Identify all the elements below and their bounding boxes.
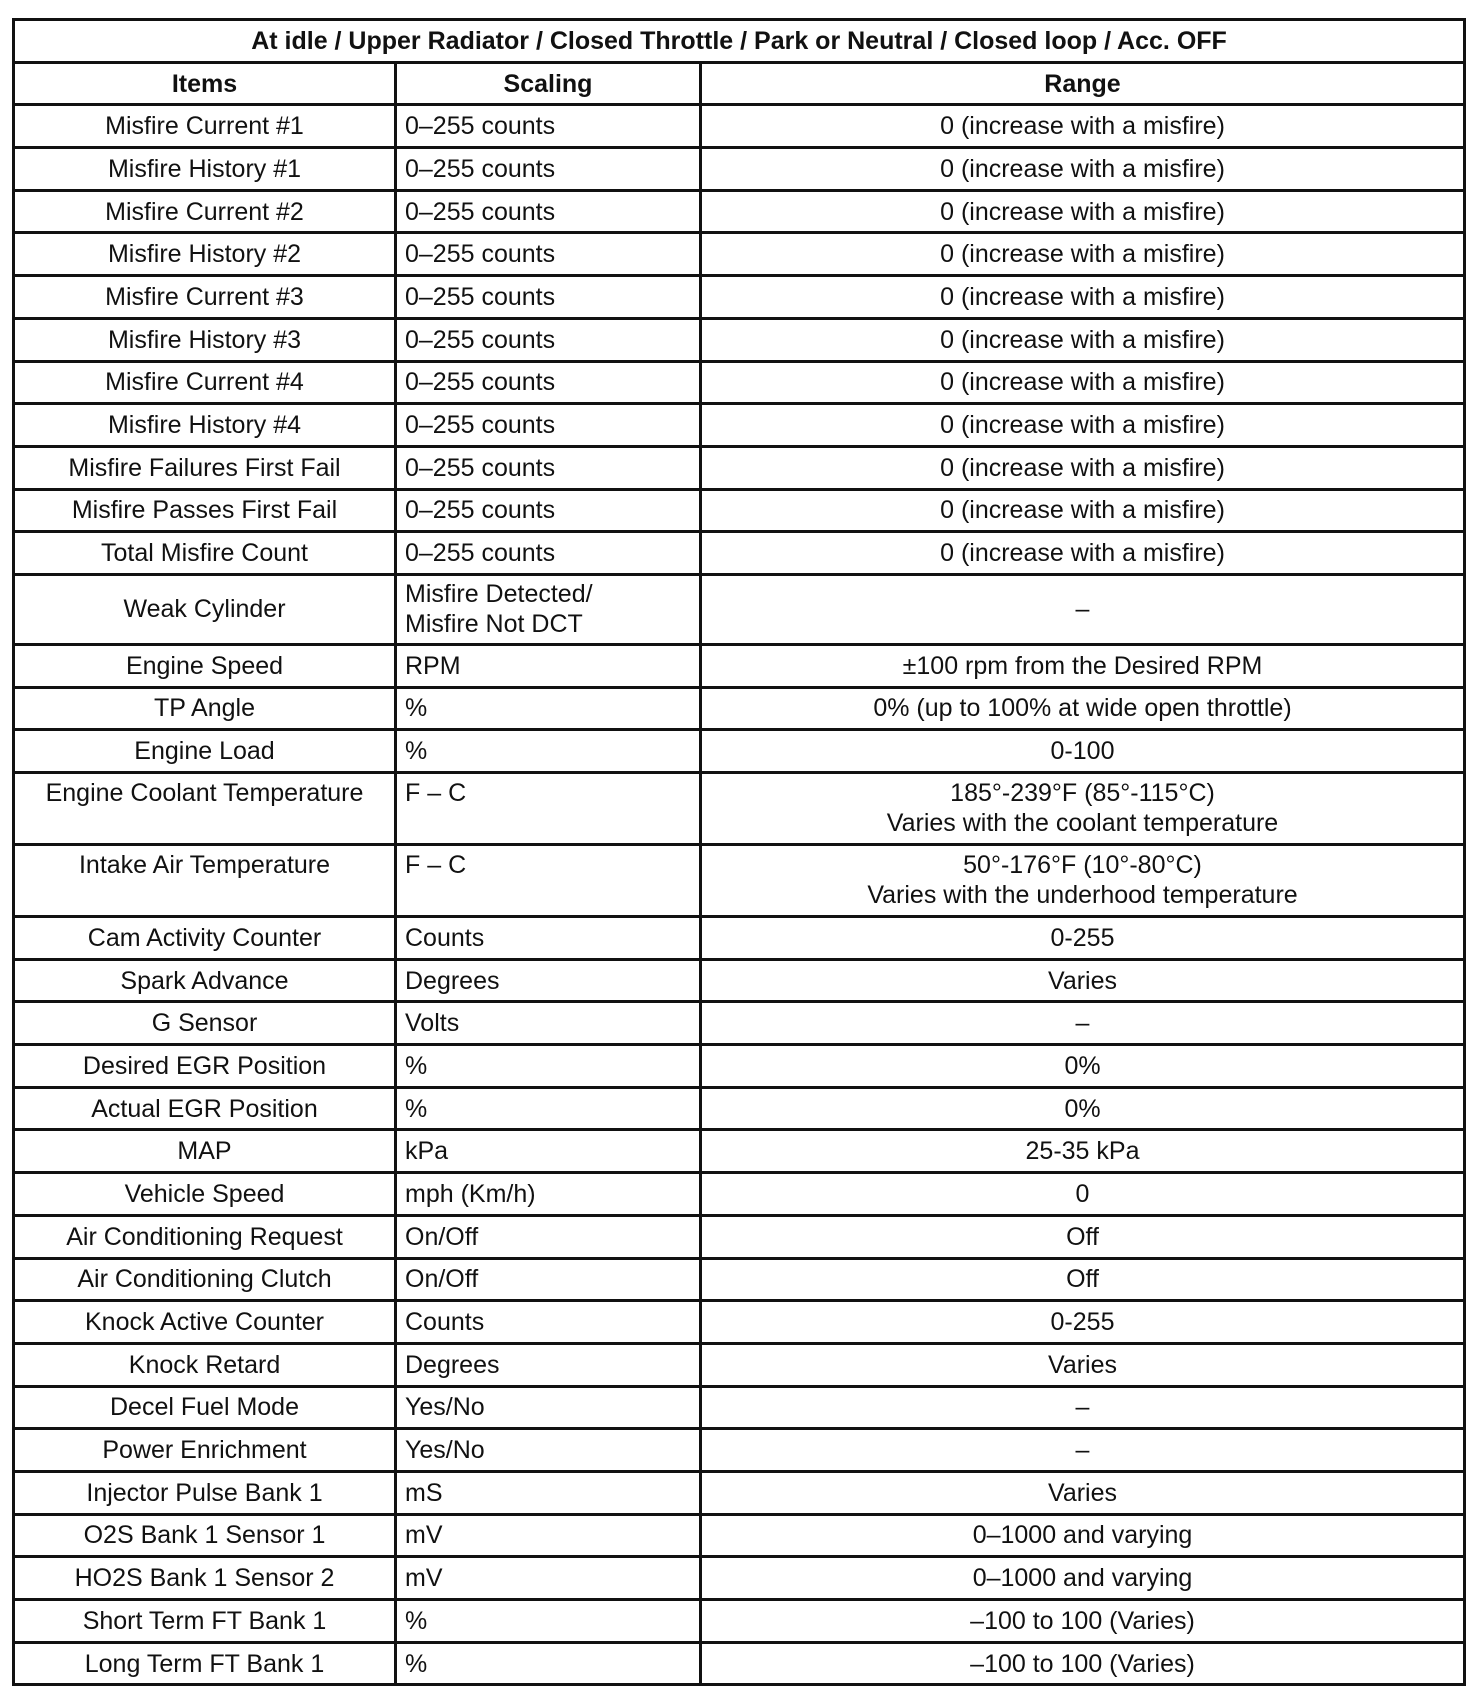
scaling-cell (396, 773, 701, 845)
header-scaling: Scaling (396, 62, 701, 105)
item-cell: Misfire Failures First Fail (14, 446, 396, 489)
range-cell (701, 1002, 1465, 1045)
table-row (14, 446, 1465, 489)
range-cell (701, 489, 1465, 532)
range-cell (701, 446, 1465, 489)
table-title-row (14, 20, 1465, 63)
range-text: 0 (increase with a misfire) (940, 112, 1225, 141)
scaling-text: 0–255 counts (405, 368, 556, 397)
table-row (14, 1130, 1465, 1173)
range-cell (701, 361, 1465, 404)
range-cell (701, 574, 1465, 644)
table-row (14, 1173, 1465, 1216)
range-text: –100 to 100 (Varies) (970, 1606, 1195, 1635)
range-cell (701, 917, 1465, 960)
scaling-cell (396, 845, 701, 917)
item-cell: O2S Bank 1 Sensor 1 (14, 1514, 396, 1557)
scaling-cell (396, 446, 701, 489)
item-cell: Actual EGR Position (14, 1087, 396, 1130)
scaling-text: 0–255 counts (405, 411, 556, 440)
scaling-cell (396, 276, 701, 319)
item-cell: Misfire Passes First Fail (14, 489, 396, 532)
scaling-text: F – C (405, 851, 467, 879)
scaling-text: Volts (405, 1009, 460, 1038)
range-cell (701, 1600, 1465, 1643)
table-body (14, 105, 1465, 1685)
table-row (14, 1557, 1465, 1600)
scaling-cell (396, 1301, 701, 1344)
scaling-cell (396, 1045, 701, 1088)
scaling-cell (396, 532, 701, 575)
range-text: 0–1000 and varying (972, 1521, 1193, 1550)
range-cell (701, 276, 1465, 319)
range-text: 0 (increase with a misfire) (940, 368, 1225, 397)
scaling-text: Misfire Detected/ (405, 580, 593, 609)
range-text: – (1075, 1393, 1090, 1422)
range-cell (701, 1130, 1465, 1173)
range-text: 0% (up to 100% at wide open throttle) (873, 694, 1292, 723)
scaling-cell (396, 318, 701, 361)
table-row (14, 190, 1465, 233)
range-text: 0 (increase with a misfire) (940, 282, 1225, 311)
table-row (14, 1258, 1465, 1301)
item-cell: Engine Load (14, 730, 396, 773)
scaling-cell (396, 233, 701, 276)
header-range: Range (701, 62, 1465, 105)
scaling-text: 0–255 counts (405, 453, 556, 482)
item-cell: G Sensor (14, 1002, 396, 1045)
item-cell: Misfire Current #1 (14, 105, 396, 148)
range-cell (701, 730, 1465, 773)
scaling-text: 0–255 counts (405, 282, 556, 311)
header-items: Items (14, 62, 396, 105)
scaling-text: Yes/No (405, 1393, 485, 1422)
table-row (14, 1215, 1465, 1258)
item-cell: Misfire History #2 (14, 233, 396, 276)
range-cell (701, 1514, 1465, 1557)
scaling-text: mS (405, 1478, 443, 1507)
item-cell: Injector Pulse Bank 1 (14, 1471, 396, 1514)
scaling-cell (396, 1429, 701, 1472)
table-row (14, 1087, 1465, 1130)
item-cell: Weak Cylinder (14, 574, 396, 644)
item-cell: Spark Advance (14, 959, 396, 1002)
item-cell: Long Term FT Bank 1 (14, 1642, 396, 1685)
range-cell (701, 687, 1465, 730)
scaling-text: % (405, 1051, 428, 1080)
range-cell (701, 532, 1465, 575)
range-text: 0% (1064, 1051, 1101, 1080)
item-cell: TP Angle (14, 687, 396, 730)
range-cell (701, 404, 1465, 447)
scaling-cell (396, 489, 701, 532)
scaling-text: mph (Km/h) (405, 1179, 536, 1208)
item-cell: Desired EGR Position (14, 1045, 396, 1088)
table-row (14, 361, 1465, 404)
scaling-text: mV (405, 1521, 443, 1550)
range-text: 0 (increase with a misfire) (940, 325, 1225, 354)
item-cell: Air Conditioning Clutch (14, 1258, 396, 1301)
scaling-text: % (405, 737, 428, 766)
scaling-cell (396, 1600, 701, 1643)
scaling-cell (396, 1642, 701, 1685)
scaling-text: 0–255 counts (405, 240, 556, 269)
scaling-cell (396, 1002, 701, 1045)
scaling-cell (396, 1557, 701, 1600)
range-cell (701, 1045, 1465, 1088)
scaling-cell (396, 190, 701, 233)
range-cell (701, 644, 1465, 687)
scaling-cell (396, 959, 701, 1002)
table-row (14, 1301, 1465, 1344)
table-row (14, 276, 1465, 319)
table-row (14, 1429, 1465, 1472)
scaling-text: F – C (405, 779, 467, 807)
item-cell: Misfire Current #2 (14, 190, 396, 233)
item-cell: HO2S Bank 1 Sensor 2 (14, 1557, 396, 1600)
scaling-text: Counts (405, 1308, 485, 1337)
scaling-text: 0–255 counts (405, 112, 556, 141)
scaling-cell (396, 361, 701, 404)
range-cell (701, 773, 1465, 845)
range-text: 50°-176°F (10°-80°C) (963, 851, 1202, 879)
item-cell: Misfire History #1 (14, 148, 396, 191)
scaling-cell (396, 148, 701, 191)
scaling-text: Misfire Not DCT (405, 610, 583, 639)
table-row (14, 1642, 1465, 1685)
range-cell (701, 1173, 1465, 1216)
scaling-text: Degrees (405, 966, 500, 995)
table-row (14, 773, 1465, 845)
range-text: Varies (1048, 1350, 1118, 1379)
range-text: – (1075, 1436, 1090, 1465)
range-text: 25-35 kPa (1025, 1137, 1140, 1166)
table-row (14, 532, 1465, 575)
range-text: 0-255 (1050, 1308, 1115, 1337)
scaling-cell (396, 1258, 701, 1301)
table-row (14, 644, 1465, 687)
table-row (14, 1002, 1465, 1045)
range-text: Off (1066, 1222, 1099, 1251)
range-text: – (1075, 595, 1090, 624)
scaling-cell (396, 1386, 701, 1429)
range-text: Varies (1048, 1478, 1118, 1507)
scaling-cell (396, 1514, 701, 1557)
item-cell: Short Term FT Bank 1 (14, 1600, 396, 1643)
range-text: Varies (1048, 966, 1118, 995)
scaling-cell (396, 1471, 701, 1514)
range-text: – (1075, 1009, 1090, 1038)
range-text: 185°-239°F (85°-115°C) (950, 779, 1215, 807)
scaling-text: 0–255 counts (405, 154, 556, 183)
table-row (14, 489, 1465, 532)
item-cell: Misfire Current #4 (14, 361, 396, 404)
table-header-row (14, 62, 1465, 105)
table-title: At idle / Upper Radiator / Closed Throttle / Park or Neutral / Closed loop / Acc. OFF (14, 20, 1465, 63)
range-cell (701, 1471, 1465, 1514)
range-cell (701, 318, 1465, 361)
table-row (14, 730, 1465, 773)
scaling-text: Counts (405, 923, 485, 952)
item-cell: Power Enrichment (14, 1429, 396, 1472)
item-cell: MAP (14, 1130, 396, 1173)
range-text: 0% (1064, 1094, 1101, 1123)
scaling-text: On/Off (405, 1222, 479, 1251)
scaling-text: Yes/No (405, 1436, 485, 1465)
range-cell (701, 1557, 1465, 1600)
item-cell: Decel Fuel Mode (14, 1386, 396, 1429)
scaling-text: On/Off (405, 1265, 479, 1294)
item-cell: Knock Active Counter (14, 1301, 396, 1344)
scaling-cell (396, 404, 701, 447)
table-row (14, 233, 1465, 276)
range-text: 0 (increase with a misfire) (940, 539, 1225, 568)
scaling-cell (396, 1130, 701, 1173)
range-cell (701, 845, 1465, 917)
range-cell (701, 233, 1465, 276)
item-cell: Misfire Current #3 (14, 276, 396, 319)
scaling-text: mV (405, 1564, 443, 1593)
range-text: 0 (1075, 1179, 1090, 1208)
item-cell: Misfire History #4 (14, 404, 396, 447)
range-text: –100 to 100 (Varies) (970, 1649, 1195, 1678)
range-text: Varies with the coolant temperature (886, 809, 1279, 837)
range-text: 0-255 (1050, 923, 1115, 952)
range-text: 0 (increase with a misfire) (940, 197, 1225, 226)
table-row (14, 687, 1465, 730)
range-text: ±100 rpm from the Desired RPM (902, 651, 1263, 680)
item-cell: Vehicle Speed (14, 1173, 396, 1216)
scaling-cell (396, 1343, 701, 1386)
table-row (14, 1386, 1465, 1429)
scaling-cell (396, 1215, 701, 1258)
range-text: 0 (increase with a misfire) (940, 154, 1225, 183)
item-cell: Misfire History #3 (14, 318, 396, 361)
scaling-text: RPM (405, 651, 461, 680)
scaling-text: Degrees (405, 1350, 500, 1379)
table-row (14, 1514, 1465, 1557)
range-cell (701, 190, 1465, 233)
scaling-text: % (405, 1606, 428, 1635)
scaling-cell (396, 1087, 701, 1130)
range-cell (701, 1215, 1465, 1258)
scaling-cell (396, 917, 701, 960)
range-cell (701, 1343, 1465, 1386)
table-row (14, 1600, 1465, 1643)
range-cell (701, 1087, 1465, 1130)
scaling-text: 0–255 counts (405, 539, 556, 568)
range-cell (701, 1301, 1465, 1344)
item-cell: Total Misfire Count (14, 532, 396, 575)
range-text: 0–1000 and varying (972, 1564, 1193, 1593)
table-row (14, 318, 1465, 361)
range-cell (701, 1642, 1465, 1685)
item-cell: Air Conditioning Request (14, 1215, 396, 1258)
scaling-text: 0–255 counts (405, 197, 556, 226)
range-cell (701, 105, 1465, 148)
scaling-cell (396, 574, 701, 644)
table-row (14, 845, 1465, 917)
scaling-cell (396, 1173, 701, 1216)
scaling-cell (396, 687, 701, 730)
table-row (14, 1471, 1465, 1514)
range-cell (701, 959, 1465, 1002)
table-row (14, 959, 1465, 1002)
range-text: 0 (increase with a misfire) (940, 496, 1225, 525)
item-cell: Engine Coolant Temperature (14, 773, 396, 845)
range-text: 0 (increase with a misfire) (940, 453, 1225, 482)
scaling-text: kPa (405, 1137, 449, 1166)
range-text: 0 (increase with a misfire) (940, 411, 1225, 440)
range-text: 0 (increase with a misfire) (940, 240, 1225, 269)
scaling-text: 0–255 counts (405, 325, 556, 354)
table-row (14, 917, 1465, 960)
scaling-text: % (405, 1094, 428, 1123)
table-row (14, 1045, 1465, 1088)
range-cell (701, 1386, 1465, 1429)
scaling-text: % (405, 1649, 428, 1678)
range-cell (701, 1429, 1465, 1472)
table-row (14, 1343, 1465, 1386)
range-text: Varies with the underhood temperature (867, 881, 1298, 909)
item-cell: Engine Speed (14, 644, 396, 687)
item-cell: Knock Retard (14, 1343, 396, 1386)
scaling-text: 0–255 counts (405, 496, 556, 525)
table-row (14, 404, 1465, 447)
item-cell: Intake Air Temperature (14, 845, 396, 917)
scaling-cell (396, 644, 701, 687)
table-row (14, 148, 1465, 191)
item-cell: Cam Activity Counter (14, 917, 396, 960)
range-text: Off (1066, 1265, 1099, 1294)
scaling-cell (396, 730, 701, 773)
scaling-text: % (405, 694, 428, 723)
table-row (14, 105, 1465, 148)
scaling-cell (396, 105, 701, 148)
range-cell (701, 148, 1465, 191)
data-table (12, 18, 1466, 1686)
range-cell (701, 1258, 1465, 1301)
table-row (14, 574, 1465, 644)
range-text: 0-100 (1050, 737, 1115, 766)
